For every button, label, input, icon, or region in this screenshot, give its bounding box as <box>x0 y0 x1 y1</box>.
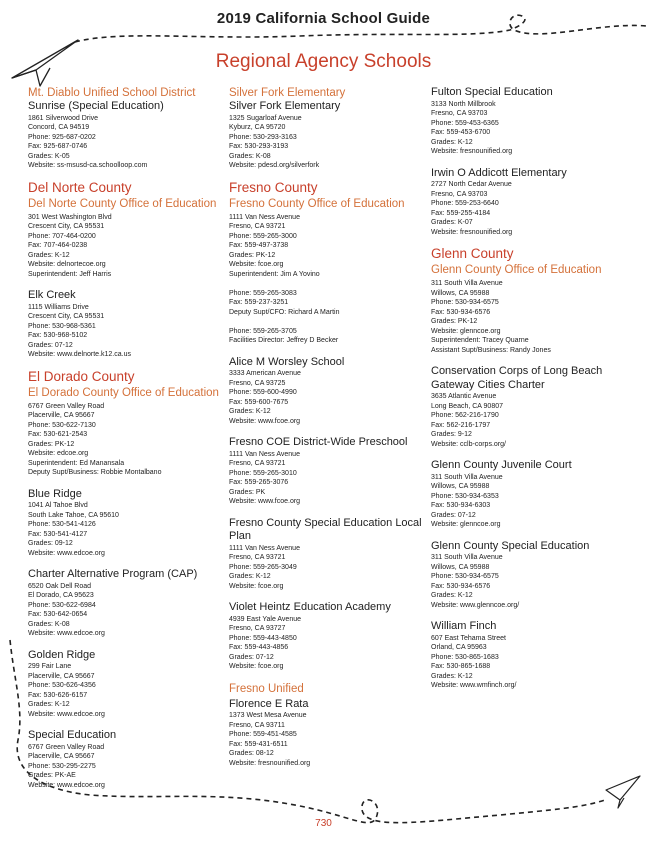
school-name: Irwin O Addicott Elementary <box>431 166 567 179</box>
school-entry <box>28 649 223 720</box>
school-detail-line: 1111 Van Ness Avenue <box>229 213 300 221</box>
school-entry <box>431 365 636 449</box>
school-detail-line: 311 South Villa Avenue <box>431 554 503 561</box>
school-detail-line: Fax: 707-464-0238 <box>28 242 88 249</box>
school-detail-line: Fax: 530-934-6576 <box>431 582 491 590</box>
school-detail-line: Phone: 562-216-1790 <box>431 412 499 419</box>
school-detail-line: Crescent City, CA 95531 <box>28 223 105 230</box>
school-entry <box>431 279 636 355</box>
school-detail-line: Long Beach, CA 90807 <box>431 402 504 410</box>
school-detail-line: Phone: 530-541-4126 <box>28 521 96 528</box>
school-detail-line: Website: cclb-corps.org/ <box>431 440 506 448</box>
school-name: Fresno County Special Education Local Plan <box>229 516 422 542</box>
school-detail-line: Phone: 530-293-3163 <box>229 133 297 141</box>
school-detail-line: Grades: K-12 <box>431 592 473 599</box>
school-detail-line: Fax: 562-216-1797 <box>431 421 491 429</box>
school-detail-line: Phone: 559-453-6365 <box>431 119 499 127</box>
school-entry <box>28 289 223 360</box>
school-detail-line: Placerville, CA 95667 <box>28 412 95 419</box>
school-entry <box>431 620 636 691</box>
school-detail-line: Grades: 07-12 <box>28 341 73 349</box>
column-1 <box>28 86 223 790</box>
school-detail-line: 1373 West Mesa Avenue <box>229 712 307 719</box>
school-name: Fresno COE District-Wide Preschool <box>229 436 408 448</box>
school-detail-line: Fax: 530-865-1688 <box>431 663 491 670</box>
school-entry <box>229 601 425 672</box>
school-detail-line: Fax: 530-541-4127 <box>28 530 88 538</box>
school-entry <box>229 100 425 171</box>
district-heading: Silver Fork Elementary <box>229 87 346 99</box>
school-detail-line: Phone: 530-934-6353 <box>431 492 499 500</box>
school-detail-line: Website: ss-msusd-ca.schoolloop.com <box>28 162 148 169</box>
school-detail-line: Phone: 559-443-4850 <box>229 634 297 642</box>
school-detail-line: Phone: 530-934-6575 <box>431 299 499 306</box>
school-detail-line: Kyburz, CA 95720 <box>229 124 286 131</box>
school-detail-line: Fresno, CA 93703 <box>431 190 488 198</box>
school-detail-line: 6520 Oak Dell Road <box>28 582 92 590</box>
school-detail-line: Website: www.fcoe.org <box>229 417 301 425</box>
school-name: Charter Alternative Program (CAP) <box>28 568 198 580</box>
school-detail-line: Fax: 530-293-3193 <box>229 143 289 150</box>
school-entry <box>229 213 425 346</box>
school-detail-line: Fax: 530-621-2543 <box>28 431 88 438</box>
school-detail-line: Concord, CA 94519 <box>28 124 90 131</box>
school-detail-line: Website: www.edcoe.org <box>28 549 105 557</box>
school-entry <box>28 568 223 639</box>
school-detail-line: 4939 East Yale Avenue <box>229 615 302 623</box>
school-detail-line: Grades: K-08 <box>229 152 271 160</box>
column-3 <box>431 86 636 691</box>
school-detail-line: Website: fresnounified.org <box>431 228 513 236</box>
school-detail-line: Grades: PK-12 <box>28 440 75 448</box>
school-detail-line: Superintendent: Tracey Quarne <box>431 337 529 344</box>
school-detail-line: Website: fcoe.org <box>229 663 284 670</box>
school-detail-line: Fax: 530-934-6576 <box>431 308 491 316</box>
school-detail-line: Phone: 925-687-0202 <box>28 133 96 141</box>
school-detail-line: Phone: 530-968-5361 <box>28 322 96 330</box>
school-detail-line: Website: fcoe.org <box>229 261 284 268</box>
district-heading: Fresno County Office of Education <box>229 197 405 210</box>
school-detail-line: Website: www.edcoe.org <box>28 630 105 637</box>
school-detail-line: Fresno, CA 93703 <box>431 110 488 117</box>
school-detail-line: Willows, CA 95988 <box>431 563 490 571</box>
school-detail-line: 1111 Van Ness Avenue <box>229 544 300 552</box>
district-heading: Glenn County Office of Education <box>431 264 602 276</box>
school-entry <box>28 729 223 790</box>
school-detail-line: Fax: 559-443-4856 <box>229 644 289 651</box>
school-detail-line: Placerville, CA 95667 <box>28 753 95 760</box>
school-entry <box>229 356 425 427</box>
school-detail-line: Fax: 559-431-6511 <box>229 740 288 748</box>
school-detail-line: 1325 Sugarloaf Avenue <box>229 114 302 122</box>
school-detail-line: Fresno, CA 93725 <box>229 379 286 387</box>
school-detail-line: El Dorado, CA 95623 <box>28 592 94 599</box>
school-name: William Finch <box>431 620 497 632</box>
school-entry <box>28 213 223 280</box>
school-detail-line: 3635 Atlantic Avenue <box>431 393 497 400</box>
school-detail-line: 3133 North Millbrook <box>431 100 496 108</box>
school-name: Glenn County Special Education <box>431 539 590 552</box>
school-detail-line: Fresno, CA 93721 <box>229 223 286 230</box>
school-detail-line: Phone: 559-265-3010 <box>229 469 297 477</box>
school-detail-line: Fresno, CA 93721 <box>229 554 286 561</box>
school-name: Glenn County Juvenile Court <box>431 459 572 471</box>
school-detail-line: Website: glenncoe.org <box>431 521 501 528</box>
school-name: Alice M Worsley School <box>229 355 345 368</box>
school-detail-line: 1115 Williams Drive <box>28 303 89 311</box>
school-detail-line: Phone: 530-622-6984 <box>28 601 96 609</box>
school-detail-line: Superintendent: Ed Manansala <box>28 459 125 467</box>
school-detail-line: Website: www.fcoe.org <box>229 498 301 505</box>
school-detail-line: Phone: 559-253-6640 <box>431 200 499 207</box>
school-detail-line: Phone: 530-295-2275 <box>28 762 96 770</box>
school-detail-line: Grades: K-12 <box>229 408 271 415</box>
school-detail-line: Phone: 530-626-4356 <box>28 682 96 689</box>
school-detail-line: Fax: 530-626-6157 <box>28 691 88 699</box>
paper-airplane-icon <box>606 776 640 808</box>
school-detail-line: Website: delnortecoe.org <box>28 261 106 268</box>
county-heading: El Dorado County <box>28 368 135 384</box>
school-detail-line: Fax: 559-453-6700 <box>431 129 491 136</box>
school-detail-line: 311 South Villa Avenue <box>431 473 503 481</box>
district-heading: El Dorado County Office of Education <box>28 386 219 399</box>
district-heading: Fresno Unified <box>229 682 304 695</box>
school-detail-line: Grades: K-12 <box>28 251 70 259</box>
school-detail-line: Website: glenncoe.org <box>431 327 501 335</box>
school-detail-line: Fresno, CA 93711 <box>229 721 285 729</box>
school-detail-line: Website: www.wmfinch.org/ <box>431 682 517 689</box>
school-detail-line: Grades: K-12 <box>28 701 70 708</box>
school-detail-line: Grades: K-07 <box>431 219 473 226</box>
school-detail-line: Grades: PK <box>229 488 266 496</box>
school-detail-line: Website: fresnounified.org <box>431 148 513 155</box>
school-detail-line: Phone: 707-464-0200 <box>28 232 96 240</box>
school-detail-line: Fax: 559-237-3251 <box>229 299 289 306</box>
school-detail-line: 6767 Green Valley Road <box>28 743 105 751</box>
school-name: Conservation Corps of Long Beach Gateway Cities Charter <box>431 365 603 391</box>
school-detail-line: Grades: PK-AE <box>28 772 76 779</box>
school-detail-line: Deputy Supt/CFO: Richard A Martin <box>229 308 340 316</box>
county-heading: Del Norte County <box>28 179 132 195</box>
school-detail-line: Grades: 08-12 <box>229 750 274 757</box>
school-detail-line: Facilities Director: Jeffrey D Becker <box>229 337 339 344</box>
school-entry <box>431 459 636 530</box>
school-detail-line: Orland, CA 95963 <box>431 644 487 651</box>
school-detail-line: Phone: 559-265-3083 <box>229 289 297 297</box>
school-entry <box>431 86 636 157</box>
school-detail-line: 2727 North Cedar Avenue <box>431 181 512 188</box>
county-heading: Fresno County <box>229 179 318 195</box>
school-name: Silver Fork Elementary <box>229 100 341 112</box>
school-detail-line: 1861 Silverwood Drive <box>28 114 99 122</box>
district-heading: Del Norte County Office of Education <box>28 197 217 210</box>
school-detail-line: Website: www.delnorte.k12.ca.us <box>28 351 131 358</box>
school-detail-line: 301 West Washington Blvd <box>28 213 112 221</box>
school-detail-line: Grades: 09-12 <box>28 540 73 547</box>
county-heading: Glenn County <box>431 246 514 261</box>
school-entry <box>28 402 223 478</box>
school-detail-line: Website: www.edcoe.org <box>28 781 105 789</box>
school-entry <box>229 436 425 507</box>
school-detail-line: 1111 Van Ness Avenue <box>229 450 300 458</box>
school-detail-line: Website: fresnounified.org <box>229 759 311 767</box>
school-name: Elk Creek <box>28 289 76 301</box>
column-2 <box>229 86 425 768</box>
page-title: Regional Agency Schools <box>215 51 432 72</box>
school-detail-line: Grades: K-08 <box>28 620 70 628</box>
school-detail-line: Superintendent: Jeff Harris <box>28 270 112 278</box>
school-detail-line: Grades: K-12 <box>431 138 473 146</box>
school-detail-line: 6767 Green Valley Road <box>28 402 105 410</box>
school-detail-line: Fax: 559-255-4184 <box>431 209 491 217</box>
school-detail-line: South Lake Tahoe, CA 95610 <box>28 511 119 519</box>
school-detail-line: 311 South Villa Avenue <box>431 280 503 287</box>
school-detail-line: 607 East Tehama Street <box>431 634 506 642</box>
school-name: Sunrise (Special Education) <box>28 100 164 112</box>
school-detail-line: Fax: 925-687-0746 <box>28 143 88 150</box>
school-detail-line: Website: www.edcoe.org <box>28 710 105 718</box>
school-detail-line: Grades: 07-12 <box>431 511 476 519</box>
school-name: Golden Ridge <box>28 648 96 661</box>
school-detail-line: 299 Fair Lane <box>28 663 72 670</box>
school-detail-line: Grades: K-05 <box>28 152 70 160</box>
school-name: Fulton Special Education <box>431 86 553 98</box>
school-detail-line: Grades: PK-12 <box>431 318 478 325</box>
school-detail-line: Phone: 530-865-1683 <box>431 653 499 661</box>
school-detail-line: Willows, CA 95988 <box>431 289 490 297</box>
school-detail-line: Fax: 559-497-3738 <box>229 242 289 249</box>
school-detail-line: Grades: 9-12 <box>431 431 472 438</box>
school-entry <box>229 698 425 769</box>
district-heading: Mt. Diablo Unified School District <box>28 87 196 99</box>
school-detail-line: 3333 American Avenue <box>229 370 301 377</box>
school-detail-line: Grades: 07-12 <box>229 653 274 661</box>
school-detail-line: Willows, CA 95988 <box>431 483 490 490</box>
school-name: Blue Ridge <box>28 487 82 500</box>
school-detail-line: Placerville, CA 95667 <box>28 672 95 680</box>
school-detail-line: Phone: 559-265-3000 <box>229 232 297 240</box>
school-detail-line: Website: pdesd.org/silverfork <box>229 162 320 169</box>
school-entry <box>431 540 636 611</box>
school-detail-line: Phone: 559-600-4990 <box>229 389 297 396</box>
school-detail-line: Grades: K-12 <box>229 573 271 580</box>
school-name: Special Education <box>28 729 117 741</box>
school-entry <box>229 517 425 592</box>
school-entry <box>28 100 223 171</box>
school-detail-line: Superintendent: Jim A Yovino <box>229 270 320 278</box>
school-detail-line: Fax: 530-934-6303 <box>431 502 491 509</box>
school-detail-line: Grades: PK-12 <box>229 251 276 259</box>
school-detail-line: Grades: K-12 <box>431 672 473 680</box>
school-detail-line: Phone: 559-265-3049 <box>229 563 297 571</box>
school-detail-line: Deputy Supt/Business: Robbie Montalbano <box>28 469 162 476</box>
school-detail-line: Fresno, CA 93727 <box>229 625 286 632</box>
school-detail-line: Fresno, CA 93721 <box>229 460 286 467</box>
school-detail-line <box>229 279 425 289</box>
school-detail-line: Fax: 559-600-7675 <box>229 398 289 406</box>
school-detail-line: Website: fcoe.org <box>229 582 284 590</box>
school-name: Florence E Rata <box>229 697 309 710</box>
school-detail-line: Phone: 559-265-3705 <box>229 327 297 335</box>
school-detail-line: Phone: 530-622-7130 <box>28 421 96 429</box>
school-detail-line: Crescent City, CA 95531 <box>28 313 105 320</box>
school-detail-line: Fax: 530-642-0654 <box>28 611 88 618</box>
school-entry <box>431 167 636 238</box>
school-detail-line: Website: www.glenncoe.org/ <box>431 601 520 609</box>
school-detail-line: Phone: 559-451-4585 <box>229 731 297 738</box>
school-entry <box>28 488 223 559</box>
guide-title: 2019 California School Guide <box>216 10 431 27</box>
school-detail-line: Assistant Supt/Business: Randy Jones <box>431 346 551 354</box>
school-detail-line: 1041 Al Tahoe Blvd <box>28 502 88 509</box>
school-detail-line: Fax: 530-968-5102 <box>28 332 88 339</box>
school-detail-line <box>229 317 425 327</box>
school-detail-line: Fax: 559-265-3076 <box>229 479 289 486</box>
page-number: 730 <box>315 818 332 829</box>
school-detail-line: Phone: 530-934-6575 <box>431 573 499 580</box>
school-name: Violet Heintz Education Academy <box>229 601 391 613</box>
school-detail-line: Website: edcoe.org <box>28 450 89 457</box>
